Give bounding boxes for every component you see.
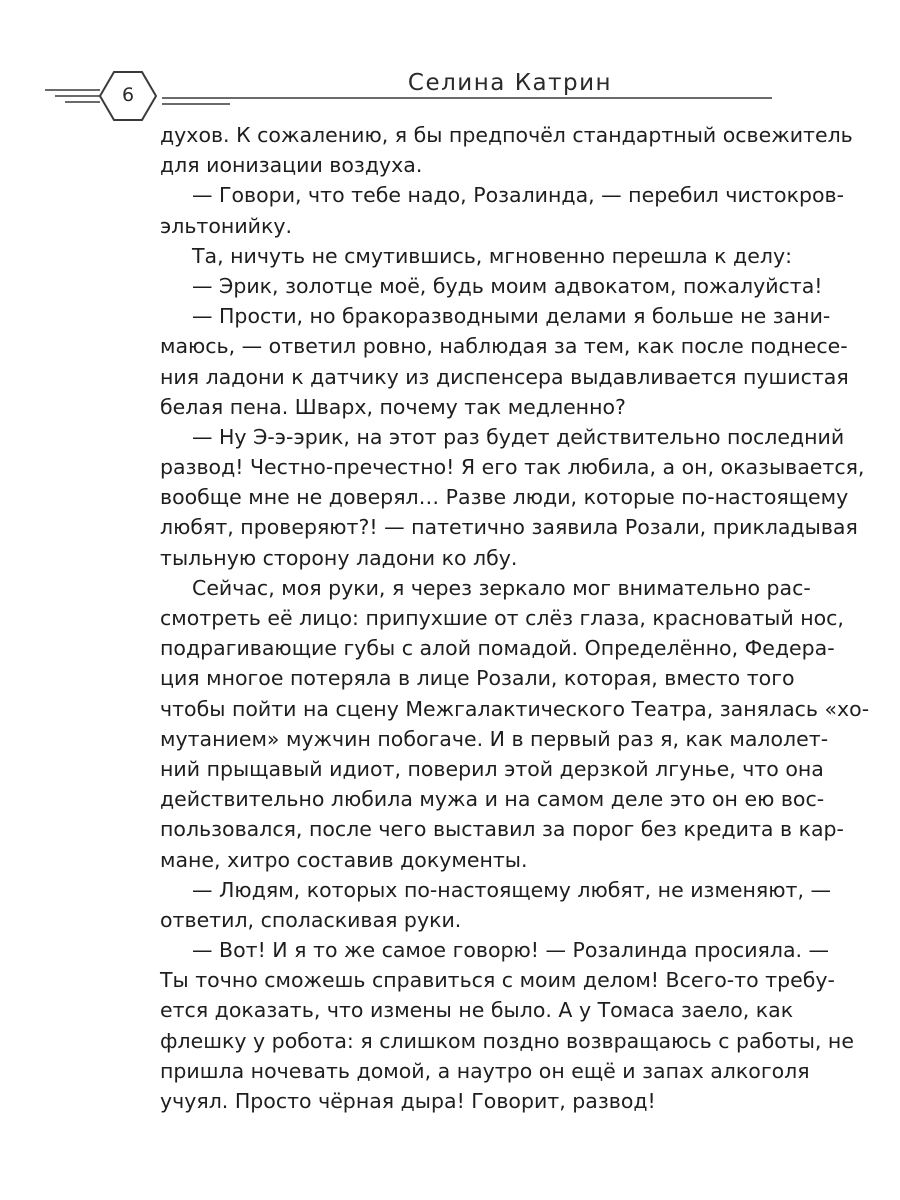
text-line: тыльную сторону ладони ко лбу. [160,545,518,570]
text-line: смотреть её лицо: припухшие от слёз глаза, красноватый нос, [160,606,844,630]
text-line: — Людям, которых по-настоящему любят, не изменяют, — [192,877,831,902]
text-line: любят, проверяют?! — патетично заявила Розали, прикладывая [160,515,858,540]
text-line: действительно любила мужа и на самом деле это он ею вос- [160,787,825,812]
text-line: — Ну Э-э-эрик, на этот раз будет действительно последний [192,424,845,449]
page-header [0,0,900,135]
text-line: мутанием» мужчин побогаче. И в первый раз я, как малолет- [160,726,829,751]
text-line: — Говори, что тебе надо, Розалинда, — перебил чистокров- [192,183,845,208]
text-line: ний прыщавый идиот, поверил этой дерзкой лгунье, что она [160,756,824,781]
text-line: вообще мне не доверял… Разве люди, которые по-настоящему [160,485,849,510]
page-number: 6 [121,84,135,106]
text-line: ется доказать, что измены не было. А у Томаса заело, как [160,998,794,1023]
text-line: пользовался, после чего выставил за порог без кредита в кар- [160,817,844,842]
running-head-author: Селина Катрин [407,70,613,96]
text-line: Ты точно сможешь справиться с моим делом! Всего-то требу- [160,968,835,993]
text-line: — Эрик, золотце моё, будь моим адвокатом, пожалуйста! [192,273,823,298]
text-line: Сейчас, моя руки, я через зеркало мог внимательно рас- [192,575,811,600]
text-line: мане, хитро составив документы. [160,847,528,872]
header-ornament [0,0,900,135]
body-text [160,120,870,1116]
text-line: ция многое потеряла в лице Розали, которая, вместо того [160,666,795,691]
text-line: ния ладони к датчику из диспенсера выдавливается пушистая [160,364,849,389]
text-line: — Вот! И я то же самое говорю! — Розалинда просияла. — [192,938,830,963]
text-line: флешку у робота: я слишком поздно возвращаюсь с работы, не [160,1028,854,1053]
text-line: подрагивающие губы с алой помадой. Определённо, Федера- [160,636,835,661]
text-line: — Прости, но бракоразводными делами я больше не зани- [192,304,831,329]
text-line: для ионизации воздуха. [160,153,423,178]
text-line: развод! Честно-пречестно! Я его так любила, а он, оказывается, [160,455,865,480]
text-line: учуял. Просто чёрная дыра! Говорит, развод! [160,1089,656,1113]
text-line: маюсь, — ответил ровно, наблюдая за тем, как после поднесе- [160,334,848,359]
text-line: пришла ночевать домой, а наутро он ещё и запах алкоголя [160,1058,810,1083]
text-line: эльтонийку. [160,213,292,238]
text-line: ответил, споласкивая руки. [160,907,462,932]
text-line: белая пена. Шварх, почему так медленно? [160,394,626,419]
text-line: Та, ничуть не смутившись, мгновенно перешла к делу: [192,243,792,268]
text-line: духов. К сожалению, я бы предпочёл стандартный освежитель [160,123,853,147]
text-line: чтобы пойти на сцену Межгалактического Театра, занялась «хо- [160,696,870,721]
